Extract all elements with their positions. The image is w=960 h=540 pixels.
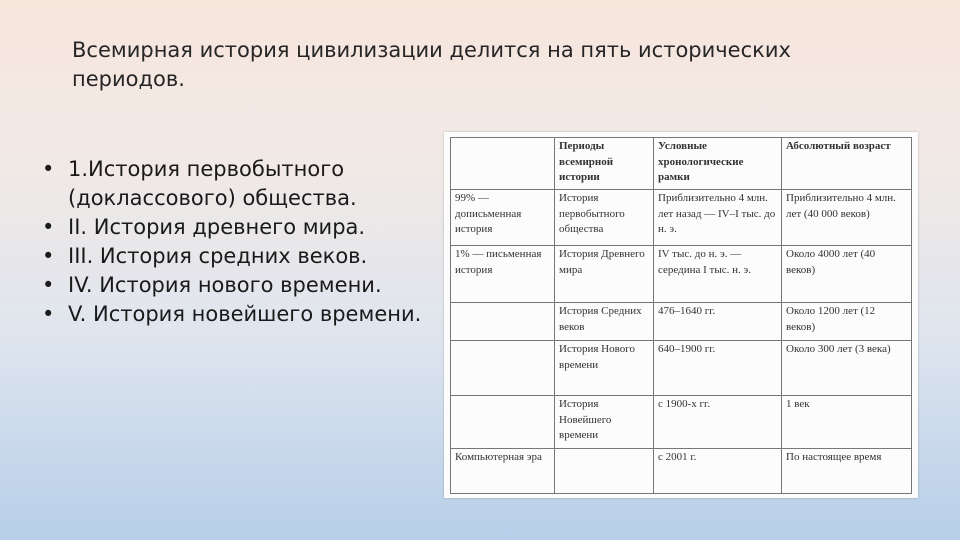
header-cell: Условные хронологические рамки (654, 138, 782, 190)
table-cell: Приблизительно 4 млн. лет (40 000 веков) (782, 190, 912, 246)
table-row (451, 246, 912, 303)
table-row (451, 303, 912, 341)
table-cell: IV тыс. до н. э. — середина I тыс. н. э. (654, 246, 782, 303)
table-row (451, 396, 912, 449)
table-cell: Компьютерная эра (451, 449, 555, 494)
table-cell: История Древнего мира (555, 246, 654, 303)
table-cell: 476–1640 гг. (654, 303, 782, 341)
table-cell: 1% — письменная история (451, 246, 555, 303)
table-cell: с 2001 г. (654, 449, 782, 494)
periods-table-image (444, 132, 918, 498)
periods-list (42, 155, 442, 329)
table-cell: Около 1200 лет (12 веков) (782, 303, 912, 341)
slide-title: Всемирная история цивилизации делится на пять исторических периодов. (72, 38, 791, 91)
header-cell (451, 138, 555, 190)
table-cell: История Новейшего времени (555, 396, 654, 449)
list-item: • IV. История нового времени. (42, 271, 442, 300)
list-item: • II. История древнего мира. (42, 213, 442, 242)
header-cell: Периоды всемирной истории (555, 138, 654, 190)
table-cell: 1 век (782, 396, 912, 449)
table-cell (555, 449, 654, 494)
periods-table (450, 137, 912, 494)
table-cell: По настоящее время (782, 449, 912, 494)
table-cell (451, 341, 555, 396)
list-item: • V. История новейшего времени. (42, 300, 442, 329)
table-row (451, 190, 912, 246)
table-cell: 640–1900 гг. (654, 341, 782, 396)
table-cell (451, 396, 555, 449)
table-cell: 99% — дописьменная история (451, 190, 555, 246)
table-cell: Около 4000 лет (40 веков) (782, 246, 912, 303)
table-cell: История Средних веков (555, 303, 654, 341)
table-row (451, 449, 912, 494)
table-cell: Приблизительно 4 млн. лет назад — IV–I тыс. до н. э. (654, 190, 782, 246)
table-cell (451, 303, 555, 341)
table-row (451, 341, 912, 396)
list-item: • 1.История первобытного (доклассового) общества. (42, 155, 442, 213)
table-cell: Около 300 лет (3 века) (782, 341, 912, 396)
table-cell: История первобытного общества (555, 190, 654, 246)
table-header-row (451, 138, 912, 190)
list-item: • III. История средних веков. (42, 242, 442, 271)
table-cell: с 1900-х гг. (654, 396, 782, 449)
header-cell: Абсолютный возраст (782, 138, 912, 190)
table-cell: История Нового времени (555, 341, 654, 396)
